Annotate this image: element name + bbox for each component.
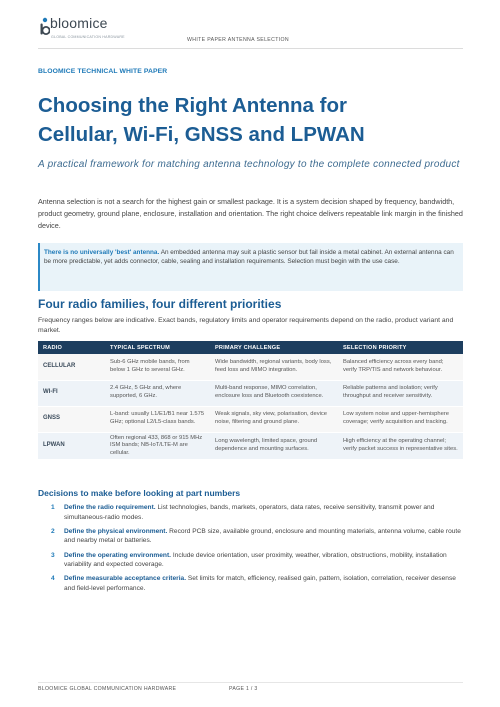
list-item (38, 503, 468, 522)
table-cell: Weak signals, sky view, polarisation, device noise, filtering and ground plane. (210, 406, 338, 432)
item-number: 1 (51, 504, 55, 511)
radio-families-table (38, 341, 463, 460)
item-lead: Define the radio requirement. (64, 504, 156, 511)
item-text: Record PCB size, available ground, enclosure and mounting materials, antenna volume, cable route and nearby metal or batteries. (64, 527, 461, 545)
table-cell: Low system noise and upper-hemisphere coverage; verify acquisition and tracking. (338, 406, 463, 432)
brand-logo (38, 14, 158, 42)
item-number: 4 (51, 575, 55, 583)
item-text: Set limits for match, efficiency, realised gain, pattern, isolation, correlation, receiver desense and field-level performance. (64, 575, 456, 592)
table-row (38, 354, 463, 380)
page-number: PAGE 1 / 3 (229, 686, 258, 692)
logo-mark-icon (38, 17, 50, 37)
item-lead: Define measurable acceptance criteria. (64, 575, 187, 583)
table-cell: Multi-band response, MIMO correlation, enclosure loss and Bluetooth coexistence. (210, 380, 338, 406)
table-row (38, 380, 463, 406)
callout-text (44, 248, 457, 266)
list-item (38, 574, 468, 593)
decisions-title: Decisions to make before looking at part numbers (38, 488, 241, 498)
intro-paragraph: Antenna selection is not a search for the highest gain or smallest package. It is a system decision shaped by frequency, bandwidth, product geometry, ground plane, enclosure, installation and orientation. The right choice delivers repeatable link margin in the finished device. (38, 197, 463, 230)
footer-divider (38, 682, 463, 683)
decisions-list (38, 503, 468, 598)
table-cell: WI-FI (38, 380, 105, 406)
column-header: TYPICAL SPECTRUM (105, 341, 210, 354)
table-row (38, 406, 463, 432)
callout-strong: There is no universally 'best' antenna. (44, 249, 160, 256)
table-row (38, 432, 463, 460)
callout-box (38, 243, 463, 291)
table-cell: Reliable patterns and isolation; verify throughput and receiver sensitivity. (338, 380, 463, 406)
running-title: WHITE PAPER ANTENNA SELECTION (187, 37, 290, 43)
title-line-2: Cellular, Wi-Fi, GNSS and LPWAN (38, 123, 365, 146)
table-cell: Sub-6 GHz mobile bands, from below 1 GHz to several GHz. (105, 354, 210, 380)
title-line-1: Choosing the Right Antenna for (38, 94, 347, 117)
item-number: 2 (51, 527, 55, 535)
table-cell: CELLULAR (38, 354, 105, 380)
column-header: RADIO (38, 341, 105, 354)
table-cell: High efficiency at the operating channel; verify packet success in representative sites. (338, 432, 463, 460)
table-cell: L-band: usually L1/E1/B1 near 1.575 GHz; optional L2/L5-class bands. (105, 406, 210, 432)
logo-text: bloomice (50, 15, 108, 31)
list-item (38, 551, 468, 570)
table-cell: Often regional 433, 868 or 915 MHz ISM bands; NB-IoT/LTE-M are cellular. (105, 432, 210, 460)
header-divider (38, 48, 463, 49)
table-cell: Wide bandwidth, regional variants, body loss, feed loss and MIMO integration. (210, 354, 338, 380)
column-header: SELECTION PRIORITY (338, 341, 463, 354)
item-text: List technologies, bands, markets, operators, data rates, receive sensitivity, transmit power and simultaneous-radio modes. (64, 504, 435, 521)
table-cell: LPWAN (38, 432, 105, 460)
column-header: PRIMARY CHALLENGE (210, 341, 338, 354)
list-item (38, 527, 468, 546)
section-note: Frequency ranges below are indicative. Exact bands, regulatory limits and operator requirements depend on the radio, product variant and market. (38, 317, 454, 334)
table-header-row (38, 341, 463, 354)
item-text: Include device orientation, user proximity, weather, vibration, obstructions, mobility, installation variability and expected coverage. (64, 551, 447, 569)
table-cell: GNSS (38, 406, 105, 432)
page-header (0, 0, 500, 48)
table-cell: Long wavelength, limited space, ground dependence and mounting surfaces. (210, 432, 338, 460)
page-title (38, 91, 468, 149)
item-lead: Define the physical environment. (64, 527, 168, 535)
kicker: BLOOMICE TECHNICAL WHITE PAPER (38, 68, 168, 75)
logo-tagline: GLOBAL COMMUNICATION HARDWARE (51, 35, 125, 39)
section-title: Four radio families, four different priorities (38, 297, 282, 311)
callout-body: An embedded antenna may suit a plastic sensor but fail inside a metal cabinet. An external antenna can be more predictable, yet adds connector, cable, sealing and installation requirements. Selection must begin with the use case. (44, 249, 454, 265)
table-cell: Balanced efficiency across every band; verify TRP/TIS and network behaviour. (338, 354, 463, 380)
subtitle: A practical framework for matching antenna technology to the complete connected product (38, 159, 460, 170)
footer-company: BLOOMICE GLOBAL COMMUNICATION HARDWARE (38, 686, 177, 692)
item-lead: Define the operating environment. (64, 551, 171, 559)
table-cell: 2.4 GHz, 5 GHz and, where supported, 6 GHz. (105, 380, 210, 406)
item-number: 3 (51, 551, 55, 559)
